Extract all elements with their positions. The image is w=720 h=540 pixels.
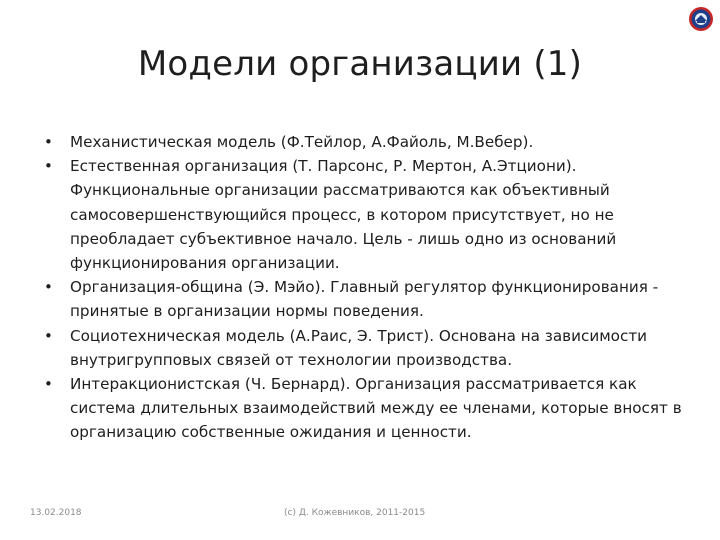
bullet-item — [44, 324, 684, 372]
bullet-item — [44, 275, 684, 323]
bullet-list — [44, 130, 684, 445]
bullet-text: (Т. Парсонс, Р. Мертон, А.Этциони). Функциональные организации рассматриваются как объективный самосовершенствующийся процесс, в котором присутствует, но не преобладает субъективное начало. Цель - лишь одно из оснований функционирования организации. — [70, 157, 617, 273]
bullet-marker: • — [44, 326, 53, 345]
bullet-text: (Э. Мэйо). Главный регулятор функционирования - принятые в организации нормы поведения. — [70, 278, 659, 321]
bullet-item — [44, 372, 684, 445]
slide-title: Модели организации (1) — [137, 44, 583, 84]
bullet-lead: Естественная организация — [70, 157, 288, 176]
bullet-lead: Интеракционистская — [70, 375, 241, 394]
bullet-text: (Ч. Бернард). Организация рассматривается как система длительных взаимодействий между ее членами, которые вносят в организацию собственные ожидания и ценности. — [70, 375, 682, 442]
bullet-marker: • — [44, 375, 53, 394]
bullet-item — [44, 154, 684, 275]
university-emblem-icon — [688, 6, 714, 32]
bullet-text: (А.Раис, Э. Трист). Основана на зависимости внутригрупповых связей от технологии производства. — [70, 326, 648, 369]
bullet-lead: Социотехническая модель — [70, 326, 285, 345]
footer-copyright: (c) Д. Кожевников, 2011-2015 — [284, 508, 426, 518]
bullet-marker: • — [44, 133, 53, 151]
bullet-lead: Механистическая модель — [70, 133, 276, 151]
bullet-marker: • — [44, 157, 53, 176]
bullet-lead: Организация-община — [70, 278, 243, 297]
bullet-item — [44, 130, 684, 154]
footer-date: 13.02.2018 — [30, 508, 82, 518]
bullet-text: (Ф.Тейлор, А.Файоль, М.Вебер). — [275, 133, 534, 151]
bullet-marker: • — [44, 278, 53, 297]
